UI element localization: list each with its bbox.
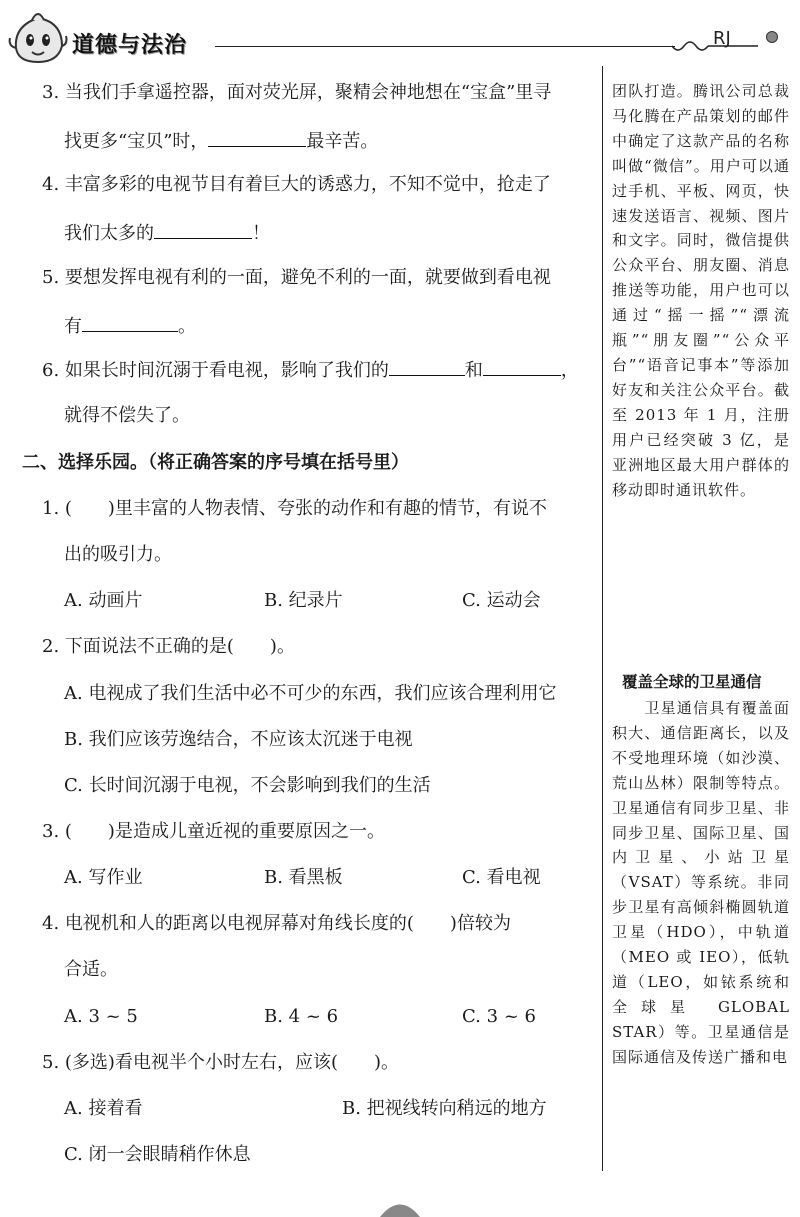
s2-q5-option-a[interactable]: A. 接着看 [64, 1098, 143, 1119]
edition-label: RJ [713, 28, 731, 49]
s2-q5-option-c[interactable]: C. 闭一会眼睛稍作休息 [64, 1144, 251, 1165]
header-dot-icon [765, 30, 779, 44]
q4-line2: 我们太多的 ！ [64, 220, 270, 247]
s2-q2-stem: 2. 下面说法不正确的是( )。 [42, 636, 295, 657]
answer-blank[interactable] [82, 313, 178, 332]
sidebar-satellite-title: 覆盖全球的卫星通信 [622, 673, 762, 691]
answer-blank[interactable] [483, 357, 561, 376]
q4-line1: 4. 丰富多彩的电视节目有着巨大的诱惑力，不知不觉中，抢走了 [42, 174, 551, 195]
subject-title: 道德与法治 [72, 33, 188, 58]
sidebar-wechat-text: 团队打造。腾讯公司总裁马化腾在产品策划的邮件中确定了这款产品的名称叫做“微信”。用户可以通过手机、平板、网页，快速发送语言、视频、图片和文字。同时，微信提供公众平台、朋友圈、消息推送等功能，用户也可以通过“摇一摇”“漂流瓶”“朋友圈”“公众平台”“语音记事本”等添加好友和关注公众平台。截至 2013 年 1 月，注册用户已经突破 3 亿，是亚洲地区最大用户群体的移动即时通讯软件。 [612, 82, 790, 499]
s2-q1-option-b[interactable]: B. 纪录片 [264, 590, 343, 611]
answer-blank[interactable] [208, 128, 306, 147]
q6-line2: 就得不偿失了。 [64, 405, 190, 426]
s2-q4-line1: 4. 电视机和人的距离以电视屏幕对角线长度的( )倍较为 [42, 913, 511, 934]
s2-q4-option-a[interactable]: A. 3 ~ 5 [64, 1006, 138, 1027]
q5-line2: 有 。 [64, 313, 196, 340]
section2-title: 二、选择乐园。（将正确答案的序号填在括号里） [22, 452, 409, 473]
s2-q2-option-c[interactable]: C. 长时间沉溺于电视，不会影响到我们的生活 [64, 775, 431, 796]
s2-q5-option-b[interactable]: B. 把视线转向稍远的地方 [342, 1098, 547, 1119]
q6-line1: 6. 如果长时间沉溺于看电视，影响了我们的 和 ， [42, 357, 579, 384]
s2-q1-line2: 出的吸引力。 [64, 544, 172, 565]
answer-blank[interactable] [154, 220, 252, 239]
q3-line1: 3. 当我们手拿遥控器，面对荧光屏，聚精会神地想在“宝盒”里寻 [42, 82, 552, 103]
s2-q4-option-b[interactable]: B. 4 ~ 6 [264, 1006, 339, 1027]
q3-line2: 找更多“宝贝”时， 最辛苦。 [64, 128, 378, 155]
s2-q1-option-a[interactable]: A. 动画片 [64, 590, 143, 611]
s2-q1-option-c[interactable]: C. 运动会 [462, 590, 541, 611]
s2-q3-option-c[interactable]: C. 看电视 [462, 867, 541, 888]
s2-q3-stem: 3. ( )是造成儿童近视的重要原因之一。 [42, 821, 385, 842]
s2-q1-line1: 1. ( )里丰富的人物表情、夸张的动作和有趣的情节，有说不 [42, 498, 547, 519]
answer-blank[interactable] [389, 357, 465, 376]
page-footer-decoration [380, 1196, 420, 1217]
s2-q2-option-a[interactable]: A. 电视成了我们生活中必不可少的东西，我们应该合理利用它 [64, 683, 557, 704]
s2-q5-stem: 5. (多选)看电视半个小时左右，应该( )。 [42, 1052, 399, 1073]
s2-q4-line2: 合适。 [64, 959, 118, 980]
s2-q2-option-b[interactable]: B. 我们应该劳逸结合，不应该太沉迷于电视 [64, 729, 413, 750]
s2-q3-option-a[interactable]: A. 写作业 [64, 867, 143, 888]
sidebar-satellite-text: 卫星通信具有覆盖面积大、通信距离长，以及不受地理环境（如沙漠、荒山丛林）限制等特点。卫星通信有同步卫星、非同步卫星、国际卫星、国内卫星、小站卫星（VSAT）等系统。非同步卫星有高倾斜椭圆轨道卫星（HDO），中轨道（MEO 或 IEO），低轨道（LEO，如铱系统和全球星 GLOBAL STAR）等。卫星通信是国际通信及传送广播和电 [612, 699, 790, 1066]
q5-line1: 5. 要想发挥电视有利的一面，避免不利的一面，就要做到看电视 [42, 267, 551, 288]
header-rule [215, 46, 675, 47]
s2-q4-option-c[interactable]: C. 3 ~ 6 [462, 1006, 537, 1027]
mascot-icon [8, 8, 68, 66]
column-divider [602, 66, 603, 1171]
s2-q3-option-b[interactable]: B. 看黑板 [264, 867, 343, 888]
